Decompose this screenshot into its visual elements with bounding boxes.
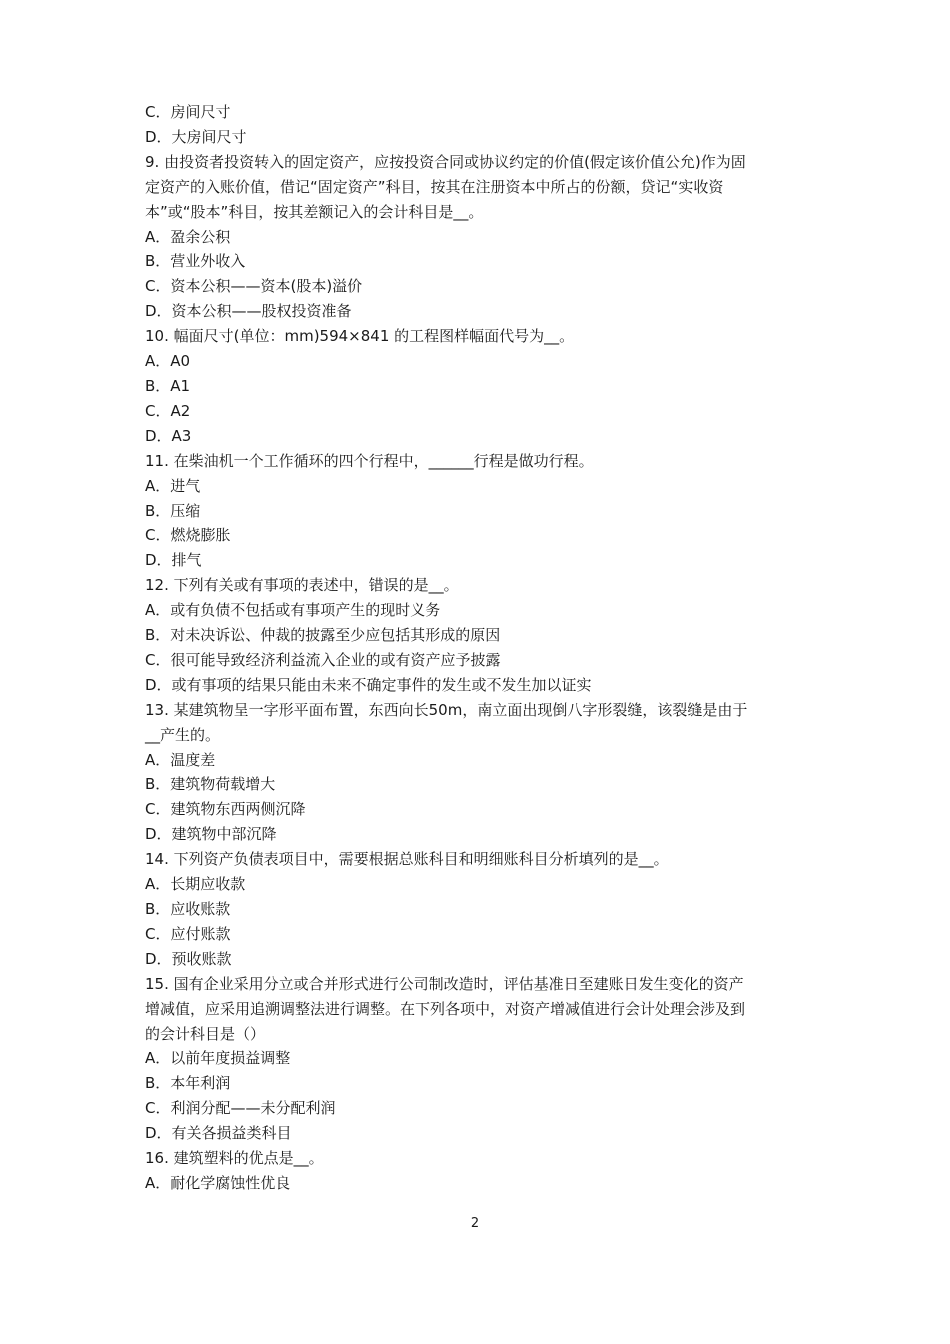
text-line: D．或有事项的结果只能由未来不确定事件的发生或不发生加以证实 [145, 675, 592, 694]
text-line: C．很可能导致经济利益流入企业的或有资产应予披露 [145, 650, 501, 669]
text-line: B．建筑物荷载增大 [145, 775, 276, 794]
page-number: 2 [470, 1216, 480, 1231]
text-line: B．A1 [145, 376, 191, 395]
text-line: 15. 国有企业采用分立或合并形式进行公司制改造时，评估基准日至建账日发生变化的资产 [145, 974, 744, 993]
text-line: B．营业外收入 [145, 252, 246, 271]
text-line: A．耐化学腐蚀性优良 [145, 1173, 291, 1192]
text-line: C．资本公积——资本(股本)溢价 [145, 277, 363, 296]
text-line: A．以前年度损益调整 [145, 1049, 291, 1068]
text-line: C．建筑物东西两侧沉降 [145, 800, 306, 819]
text-line: A．进气 [145, 476, 201, 495]
text-line: D．资本公积——股权投资准备 [145, 302, 352, 321]
text-line: 11. 在柴油机一个工作循环的四个行程中，______行程是做功行程。 [145, 451, 594, 470]
text-line: 14. 下列资产负债表项目中，需要根据总账科目和明细账科目分析填列的是__。 [145, 850, 669, 869]
text-line: D．排气 [145, 551, 202, 570]
text-line: A．长期应收款 [145, 875, 246, 894]
text-line: 9. 由投资者投资转入的固定资产，应按投资合同或协议约定的价值(假定该价值公允)作为固 [145, 152, 746, 171]
text-line: B．应收账款 [145, 900, 231, 918]
text-line: B．压缩 [145, 501, 201, 520]
text-line: A．盈余公积 [145, 227, 231, 246]
text-line: B．对未决诉讼、仲裁的披露至少应包括其形成的原因 [145, 626, 501, 645]
text-line: C．A2 [145, 401, 191, 420]
text-line: D．A3 [145, 426, 192, 445]
document-body [145, 100, 820, 1196]
text-line: 增减值，应采用追溯调整法进行调整。在下列各项中，对资产增减值进行会计处理会涉及到 [145, 999, 746, 1018]
text-line: C．利润分配——未分配利润 [145, 1099, 336, 1118]
text-line: 12. 下列有关或有事项的表述中，错误的是__。 [145, 576, 459, 595]
text-line: 的会计科目是（） [145, 1024, 266, 1043]
text-line: C．应付账款 [145, 924, 231, 943]
text-line: D．建筑物中部沉降 [145, 825, 277, 844]
text-line: 定资产的入账价值，借记“固定资产”科目，按其在注册资本中所占的份额，贷记“实收资 [145, 177, 724, 196]
text-line: A．或有负债不包括或有事项产生的现时义务 [145, 601, 441, 620]
text-line: 13. 某建筑物呈一字形平面布置，东西向长50m，南立面出现倒八字形裂缝，该裂缝是由于 [145, 700, 748, 719]
text-line: C．燃烧膨胀 [145, 526, 231, 545]
text-line: D．有关各损益类科目 [145, 1124, 292, 1143]
text-line: D．大房间尺寸 [145, 127, 247, 146]
text-line: 10. 幅面尺寸(单位：mm)594×841 的工程图样幅面代号为__。 [145, 327, 575, 346]
text-line: A．温度差 [145, 750, 216, 769]
text-line: __产生的。 [145, 725, 221, 744]
text-line: A．A0 [145, 352, 191, 371]
text-line: D．预收账款 [145, 949, 232, 968]
text-line: 本”或“股本”科目，按其差额记入的会计科目是__。 [145, 202, 484, 221]
text-line: 16. 建筑塑料的优点是__。 [145, 1149, 324, 1168]
text-line: B．本年利润 [145, 1074, 231, 1093]
text-line: C．房间尺寸 [145, 103, 231, 121]
